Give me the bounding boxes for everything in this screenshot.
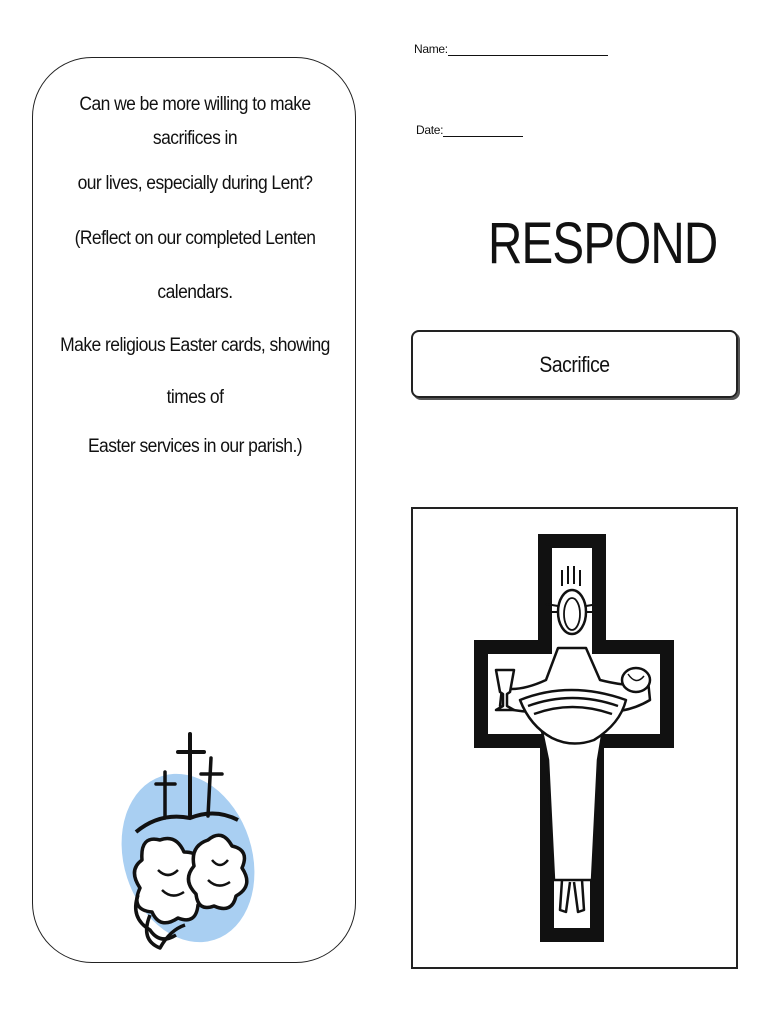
page-title: RESPOND bbox=[488, 211, 718, 276]
crucifix-image-frame bbox=[411, 507, 738, 969]
question-line-1: Can we be more willing to make sacrifices in bbox=[79, 94, 311, 149]
reflect-line-2: Make religious Easter cards, showing times of bbox=[60, 335, 330, 408]
date-field[interactable] bbox=[416, 123, 523, 137]
name-field[interactable] bbox=[414, 42, 608, 56]
name-underline[interactable] bbox=[448, 43, 608, 56]
date-label: Date: bbox=[416, 123, 444, 137]
reflect-line-1: (Reflect on our completed Lenten calendars. bbox=[74, 228, 316, 303]
name-label: Name: bbox=[414, 42, 448, 56]
reflect-line-3: Easter services in our parish.) bbox=[87, 436, 303, 457]
subtitle-label: Sacrifice bbox=[539, 352, 610, 377]
date-underline[interactable] bbox=[443, 124, 523, 137]
subtitle-box bbox=[411, 330, 738, 398]
left-panel-text bbox=[49, 88, 342, 470]
question-line-2: our lives, especially during Lent? bbox=[77, 173, 313, 194]
